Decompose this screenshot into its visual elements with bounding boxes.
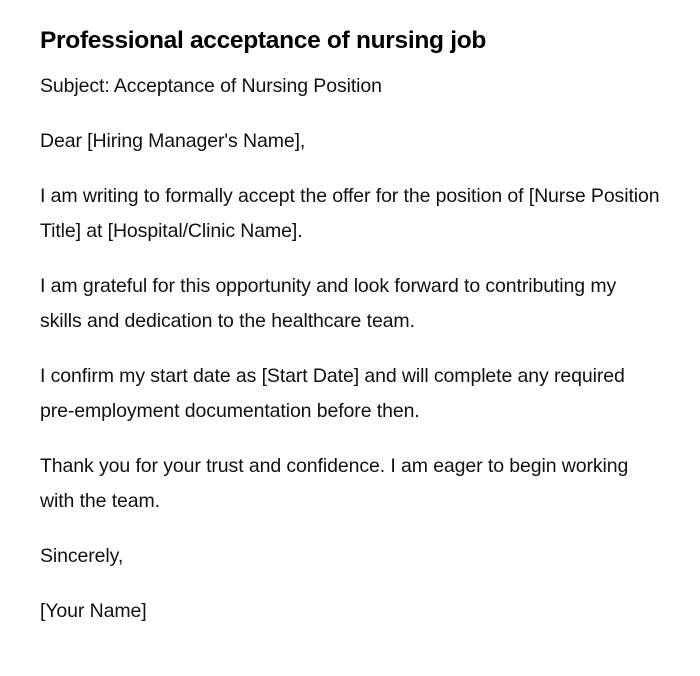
body-paragraph-acceptance: I am writing to formally accept the offer for the position of [Nurse Position Title] at [Hospital/Clinic Name]. bbox=[40, 185, 660, 242]
document-title: Professional acceptance of nursing job bbox=[40, 27, 487, 54]
body-paragraph-thanks: Thank you for your trust and confidence. I am eager to begin working with the team. bbox=[40, 455, 629, 512]
letter-document bbox=[40, 24, 660, 649]
body-paragraph-start-date: I confirm my start date as [Start Date] and will complete any required pre-employment documentation before then. bbox=[40, 365, 625, 422]
body-paragraph-gratitude: I am grateful for this opportunity and look forward to contributing my skills and dedication to the healthcare team. bbox=[40, 275, 617, 332]
salutation: Dear [Hiring Manager's Name], bbox=[40, 130, 306, 152]
closing: Sincerely, bbox=[40, 545, 124, 567]
signature: [Your Name] bbox=[40, 600, 147, 622]
subject-line: Subject: Acceptance of Nursing Position bbox=[40, 75, 382, 97]
